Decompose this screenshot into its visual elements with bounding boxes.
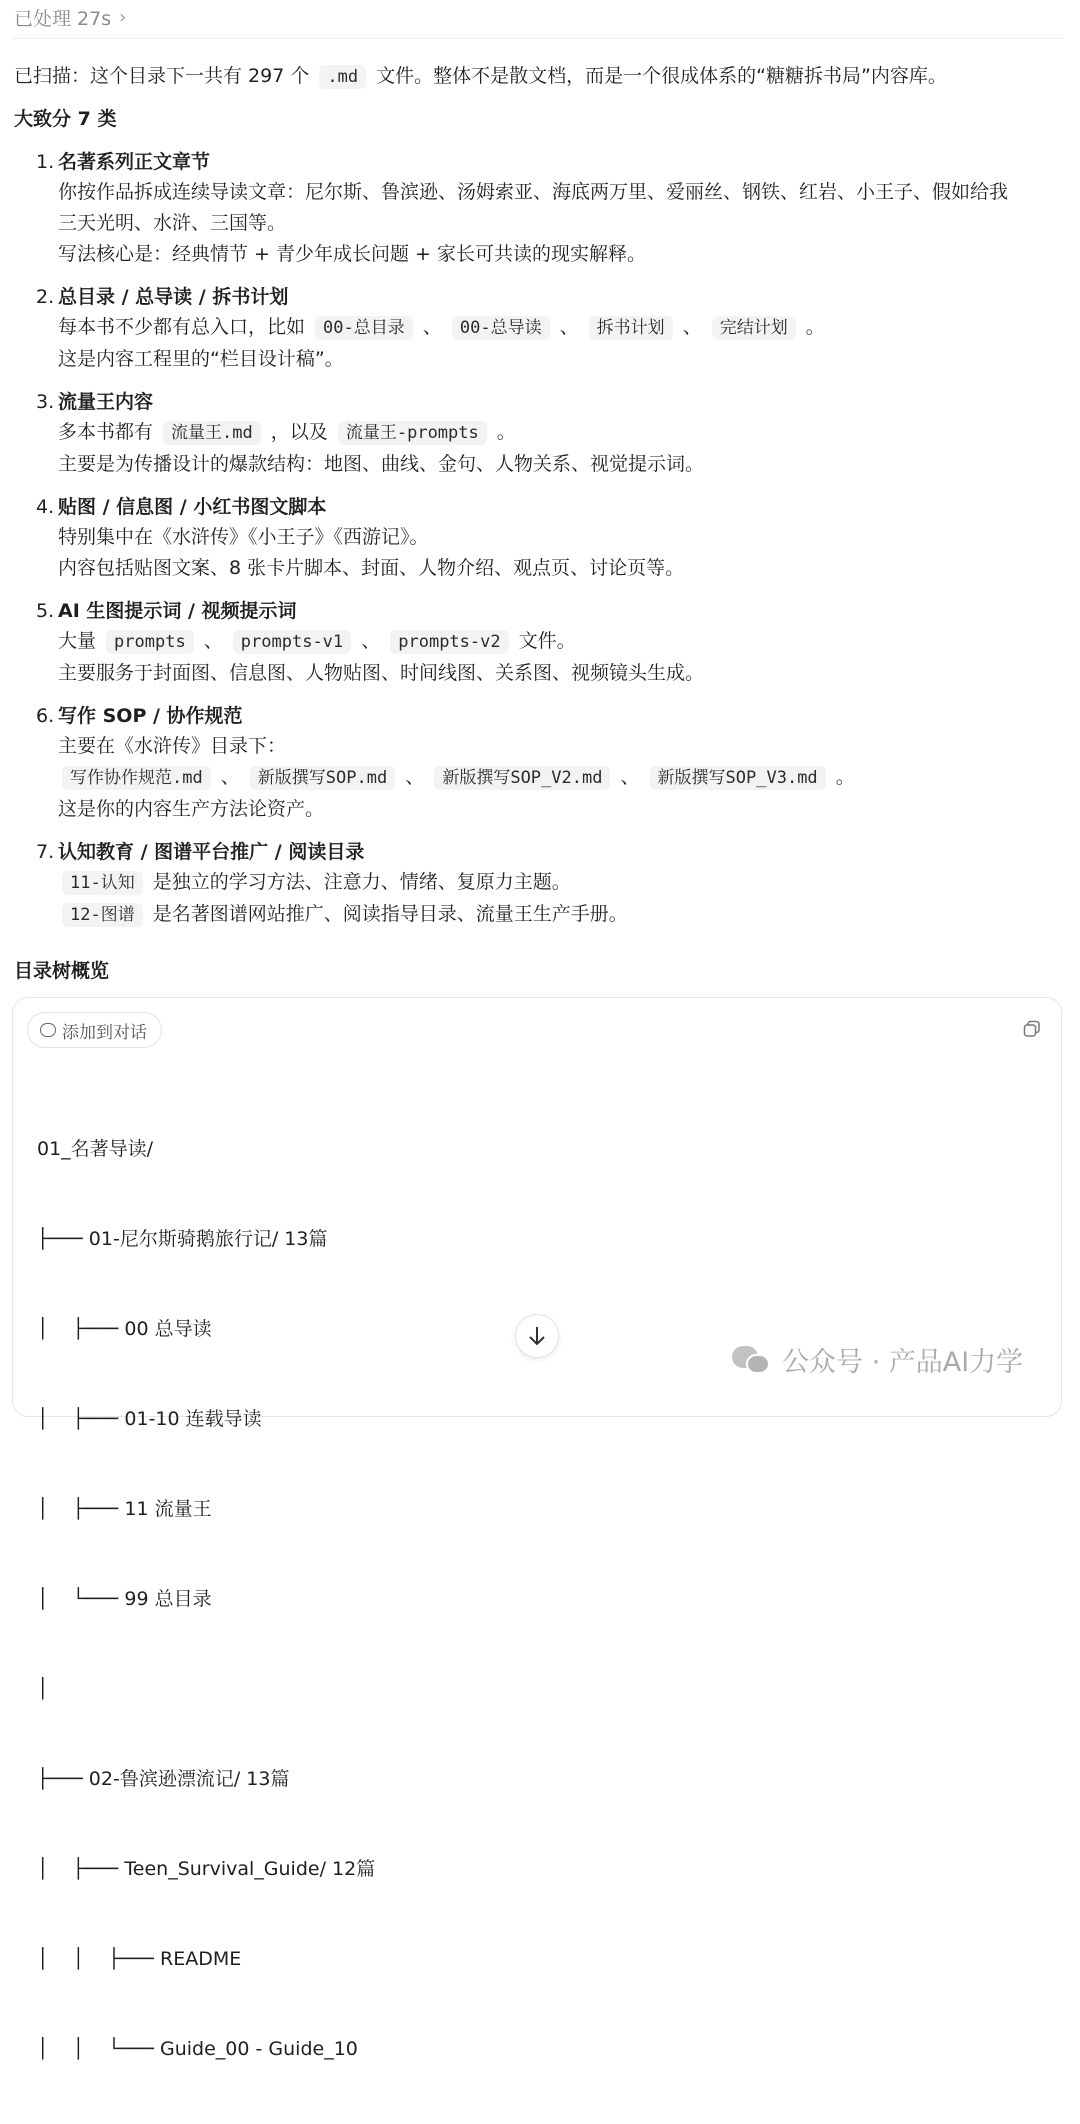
item-number: 2. [36,286,55,308]
tree-row: │ ├─── 11 流量王 [37,1498,212,1520]
item-number: 7. [36,841,55,863]
item-text: 主要是为传播设计的爆款结构：地图、曲线、金句、人物关系、视觉提示词。 [58,453,705,475]
inline-code: 拆书计划 [589,316,673,340]
item-text: 11-认知 是独立的学习方法、注意力、情绪、复原力主题。 [58,867,1064,899]
item-title: AI 生图提示词 / 视频提示词 [58,600,297,622]
add-to-chat-label: 添加到对话 [62,1022,147,1043]
inline-code: 12-图谱 [62,903,143,927]
inline-code: 完结计划 [712,316,796,340]
category-list [14,147,1064,931]
directory-tree [37,1074,375,2124]
tree-row: │ ├─── 01-10 连载导读 [37,1408,262,1430]
inline-code: 流量王-prompts [338,421,487,445]
tree-row: │ │ ├─── README [37,1948,242,1970]
item-text: 大量 prompts 、 prompts-v1 、 prompts-v2 文件。 [58,630,576,652]
section-heading: 大致分 7 类 [14,108,117,130]
inline-code: 新版撰写SOP_V3.md [650,766,826,790]
item-title: 贴图 / 信息图 / 小红书图文脚本 [58,496,327,518]
list-item [36,147,1064,270]
list-item [36,596,1064,689]
tree-row: 01_名著导读/ [37,1138,154,1160]
item-number: 4. [36,496,55,518]
arrow-down-icon [527,1325,547,1347]
watermark-text: 公众号 · 产品AI力学 [782,1347,1024,1378]
add-to-chat-button[interactable] [27,1012,162,1048]
summary-line [14,60,1064,93]
scroll-to-bottom-button[interactable] [515,1314,559,1358]
item-text: 12-图谱 是名著图谱网站推广、阅读指导目录、流量王生产手册。 [58,899,1064,931]
tree-section-heading: 目录树概览 [14,960,110,982]
tree-row: │ ├─── Teen_Survival_Guide/ 12篇 [37,1858,376,1880]
item-text: 主要在《水浒传》目录下： [58,735,287,757]
item-title: 认知教育 / 图谱平台推广 / 阅读目录 [58,841,365,863]
inline-code: 00-总导读 [452,316,550,340]
summary-text: 文件。整体不是散文档，而是一个很成体系的“糖糖拆书局”内容库。 [370,65,947,87]
item-text: 这是你的内容生产方法论资产。 [58,798,325,820]
inline-code: prompts-v2 [390,630,508,654]
copy-icon[interactable] [1023,1020,1041,1038]
divider [12,38,1062,39]
item-number: 3. [36,391,55,413]
list-item [36,492,1064,584]
item-text: 这是内容工程里的“栏目设计稿”。 [58,348,344,370]
inline-code: 新版撰写SOP.md [250,766,395,790]
tree-row: │ └─── 99 总目录 [37,1588,212,1610]
processing-status[interactable] [14,4,126,31]
chat-bubble-icon [40,1023,56,1037]
message-content [14,60,1064,943]
tree-row: │ │ └─── Guide_00 - Guide_10 [37,2038,358,2060]
item-number: 1. [36,151,55,173]
watermark [732,1340,1023,1379]
item-text: 特别集中在《水浒传》《小王子》《西游记》。 [58,526,429,548]
inline-code: 11-认知 [62,871,143,895]
item-text: 写作协作规范.md 、 新版撰写SOP.md 、 新版撰写SOP_V2.md 、 新版撰写SOP_V3.md 。 [58,762,1064,794]
item-number: 6. [36,705,55,727]
inline-code: .md [319,65,366,89]
inline-code: 流量王.md [163,421,261,445]
list-item [36,282,1064,375]
inline-code: 新版撰写SOP_V2.md [434,766,610,790]
inline-code: 写作协作规范.md [62,766,211,790]
tree-row: │ ├─── 00 总导读 [37,1318,212,1340]
item-text: 主要服务于封面图、信息图、人物贴图、时间线图、关系图、视频镜头生成。 [58,662,705,684]
inline-code: prompts [106,630,194,654]
inline-code: 00-总目录 [315,316,413,340]
wechat-icon [732,1344,772,1376]
processing-status-label: 已处理 27s [14,8,112,30]
list-item [36,387,1064,480]
list-item [36,837,1064,931]
item-title: 写作 SOP / 协作规范 [58,705,243,727]
tree-row: │ [37,1678,49,1700]
item-text: 你按作品拆成连续导读文章：尼尔斯、鲁滨逊、汤姆索亚、海底两万里、爱丽丝、钢铁、红岩、小王子、假如给我 [58,181,1009,203]
item-text: 写法核心是：经典情节 + 青少年成长问题 + 家长可共读的现实解释。 [58,243,646,265]
summary-text: 已扫描：这个目录下一共有 297 个 [14,65,316,87]
tree-row: ├─── 01-尼尔斯骑鹅旅行记/ 13篇 [37,1228,328,1250]
item-text: 多本书都有 流量王.md ，以及 流量王-prompts 。 [58,421,516,443]
item-title: 总目录 / 总导读 / 拆书计划 [58,286,289,308]
tree-row: ├─── 02-鲁滨逊漂流记/ 13篇 [37,1768,290,1790]
item-title: 流量王内容 [58,391,154,413]
list-item [36,701,1064,825]
item-number: 5. [36,600,55,622]
chevron-right-icon: › [119,7,127,28]
item-title: 名著系列正文章节 [58,151,211,173]
item-text: 三天光明、水浒、三国等。 [58,212,287,234]
item-text: 每本书不少都有总入口，比如 00-总目录 、 00-总导读 、 拆书计划 、 完结计划 。 [58,316,825,338]
item-text: 内容包括贴图文案、8 张卡片脚本、封面、人物介绍、观点页、讨论页等。 [58,557,685,579]
inline-code: prompts-v1 [233,630,351,654]
